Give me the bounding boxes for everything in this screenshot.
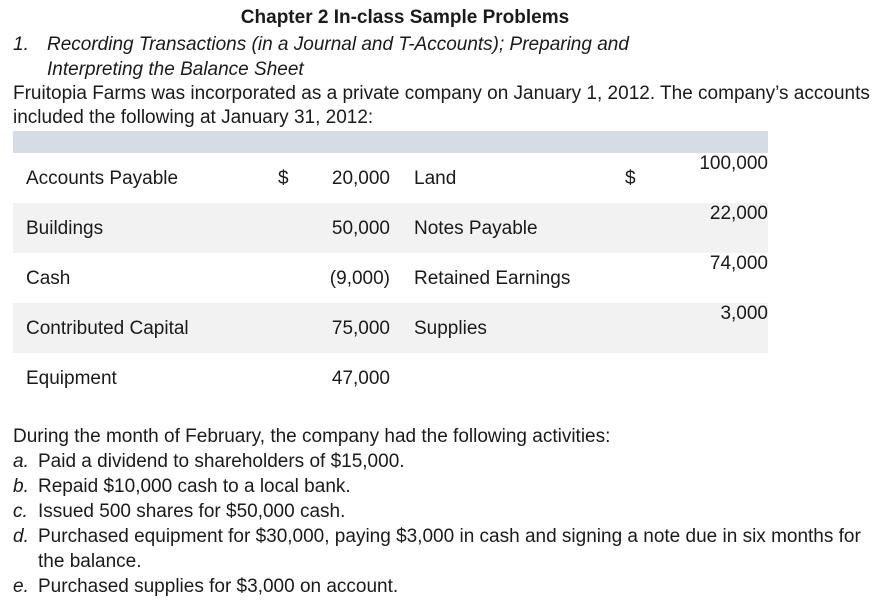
- account-name: Notes Payable: [414, 218, 538, 239]
- account-amount: 47,000: [331, 368, 390, 389]
- list-item: [13, 449, 873, 474]
- item-text: Repaid $10,000 cash to a local bank.: [38, 476, 351, 497]
- problem-heading-line1: Recording Transactions (in a Journal and T-Accounts); Preparing and: [47, 34, 629, 55]
- problem-number: 1.: [13, 34, 29, 55]
- account-amount: 100,000: [699, 153, 768, 174]
- account-amount: 75,000: [331, 318, 390, 339]
- intro-paragraph: Fruitopia Farms was incorporated as a private company on January 1, 2012. The company’s accounts included the following at January 31, 2012:: [13, 83, 870, 128]
- page-title: Chapter 2 In-class Sample Problems: [240, 7, 570, 28]
- list-item: [13, 524, 873, 574]
- account-name: Supplies: [414, 318, 487, 339]
- account-name: Cash: [26, 268, 71, 289]
- account-amount: 74,000: [709, 253, 768, 274]
- problem-heading: [13, 32, 773, 82]
- account-name: Accounts Payable: [26, 168, 179, 189]
- activities-section: [13, 424, 873, 599]
- dollar-sign: $: [625, 168, 636, 189]
- list-item: [13, 474, 873, 499]
- account-amount: 3,000: [720, 303, 768, 324]
- item-text: Issued 500 shares for $50,000 cash.: [38, 501, 346, 522]
- item-letter: c.: [13, 501, 28, 522]
- item-letter: d.: [13, 526, 29, 547]
- item-text: Purchased supplies for $3,000 on account.: [38, 576, 399, 597]
- dollar-sign: $: [278, 168, 289, 189]
- table-row: [13, 153, 768, 203]
- account-name: Equipment: [26, 368, 117, 389]
- account-amount: 50,000: [331, 218, 390, 239]
- table-header-bar: [13, 131, 768, 153]
- table-row: [13, 303, 768, 353]
- accounts-table: [13, 131, 768, 403]
- problem-heading-line2: Interpreting the Balance Sheet: [47, 59, 304, 80]
- account-name: Buildings: [26, 218, 104, 239]
- list-item: [13, 574, 873, 599]
- account-amount: 20,000: [331, 168, 390, 189]
- list-item: [13, 499, 873, 524]
- account-name: Contributed Capital: [26, 318, 189, 339]
- table-row: [13, 203, 768, 253]
- table-row: [13, 353, 768, 403]
- account-name: Retained Earnings: [414, 268, 571, 289]
- account-amount: (9,000): [329, 268, 390, 289]
- item-letter: e.: [13, 576, 29, 597]
- account-name: Land: [414, 168, 457, 189]
- item-text: Paid a dividend to shareholders of $15,000.: [38, 451, 405, 472]
- table-row: [13, 253, 768, 303]
- item-letter: a.: [13, 451, 29, 472]
- activities-intro: During the month of February, the company had the following activities:: [13, 426, 611, 447]
- item-letter: b.: [13, 476, 29, 497]
- account-amount: 22,000: [709, 203, 768, 224]
- item-text: Purchased equipment for $30,000, paying $3,000 in cash and signing a note due in six months for the balance.: [38, 526, 861, 572]
